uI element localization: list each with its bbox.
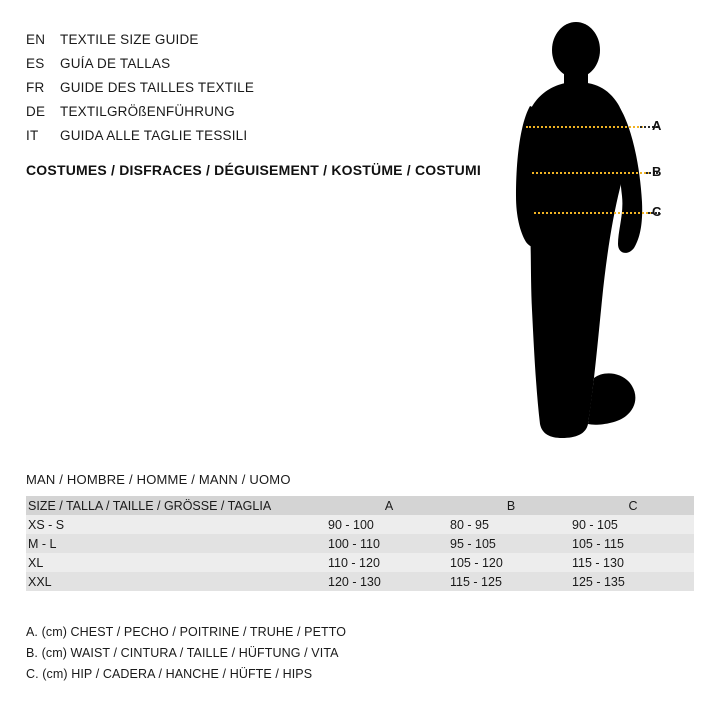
row-value-a: 90 - 100 (328, 517, 374, 532)
table-row (26, 515, 694, 534)
language-code-es: ES (26, 56, 45, 71)
language-text-en: TEXTILE SIZE GUIDE (60, 32, 199, 47)
header-c: C (628, 498, 638, 513)
measurement-legend (26, 622, 346, 685)
row-value-b: 95 - 105 (450, 536, 496, 551)
legend-waist: B. (cm) WAIST / CINTURA / TAILLE / HÜFTUNG / VITA (26, 646, 339, 660)
header-b: B (506, 498, 516, 513)
language-text-de: TEXTILGRÖßENFÜHRUNG (60, 104, 235, 119)
waist-measure-line (532, 172, 650, 174)
language-code-de: DE (26, 104, 46, 119)
legend-hip: C. (cm) HIP / CADERA / HANCHE / HÜFTE / HIPS (26, 667, 313, 681)
category-title: COSTUMES / DISFRACES / DÉGUISEMENT / KOSTÜME / COSTUMI (26, 162, 481, 178)
row-value-b: 115 - 125 (450, 574, 502, 589)
table-row (26, 534, 694, 553)
language-row-es (26, 56, 254, 80)
legend-chest: A. (cm) CHEST / PECHO / POITRINE / TRUHE / PETTO (26, 625, 347, 639)
chest-measure-label: A (652, 118, 662, 133)
language-text-es: GUÍA DE TALLAS (60, 56, 171, 71)
language-row-de (26, 104, 254, 128)
waist-measure-label: B (652, 164, 662, 179)
row-value-a: 100 - 110 (328, 536, 380, 551)
table-header-row (26, 496, 694, 515)
header-a: A (384, 498, 394, 513)
row-value-c: 90 - 105 (572, 517, 618, 532)
chest-measure-line (526, 126, 646, 128)
row-size: XS - S (28, 517, 65, 532)
language-code-it: IT (26, 128, 39, 143)
language-row-fr (26, 80, 254, 104)
language-list (26, 32, 254, 152)
row-value-c: 125 - 135 (572, 574, 625, 589)
row-size: M - L (28, 536, 57, 551)
row-value-a: 110 - 120 (328, 555, 380, 570)
body-figure (500, 20, 700, 445)
row-size: XL (28, 555, 44, 570)
size-table (26, 496, 694, 591)
table-row (26, 572, 694, 591)
language-text-it: GUIDA ALLE TAGLIE TESSILI (60, 128, 248, 143)
table-row (26, 553, 694, 572)
row-value-c: 105 - 115 (572, 536, 624, 551)
row-value-b: 105 - 120 (450, 555, 503, 570)
row-value-b: 80 - 95 (450, 517, 489, 532)
row-size: XXL (28, 574, 52, 589)
language-code-en: EN (26, 32, 46, 47)
language-row-it (26, 128, 254, 152)
row-value-c: 115 - 130 (572, 555, 624, 570)
hip-measure-label: C (652, 204, 662, 219)
language-code-fr: FR (26, 80, 45, 95)
row-value-a: 120 - 130 (328, 574, 381, 589)
language-row-en (26, 32, 254, 56)
table-caption: MAN / HOMBRE / HOMME / MANN / UOMO (26, 472, 291, 487)
language-text-fr: GUIDE DES TAILLES TEXTILE (60, 80, 255, 95)
hip-measure-line (534, 212, 652, 214)
header-size: SIZE / TALLA / TAILLE / GRÖSSE / TAGLIA (28, 498, 272, 513)
male-silhouette-icon (500, 20, 700, 445)
